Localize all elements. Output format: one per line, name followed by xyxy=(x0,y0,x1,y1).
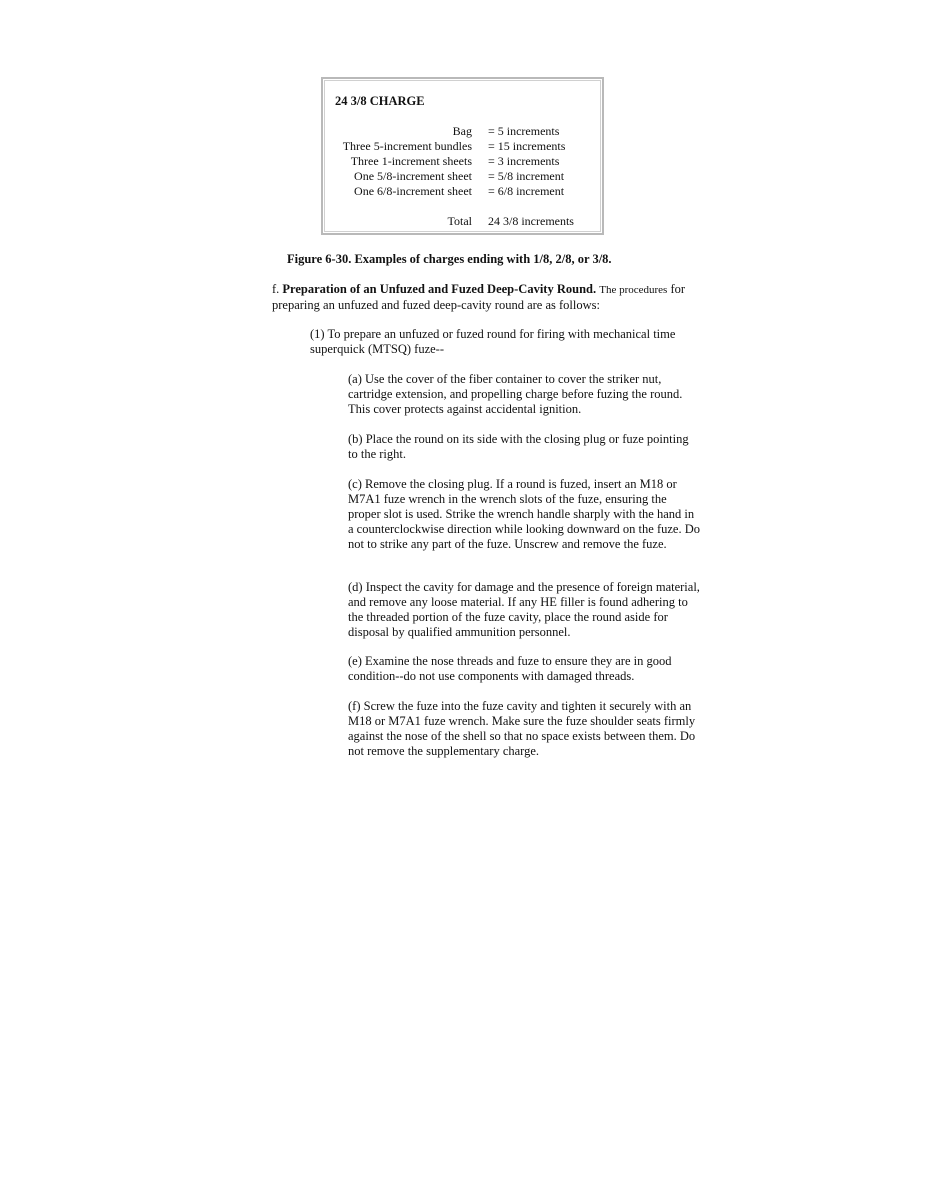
substep-text: (d) Inspect the cavity for damage and the presence of foreign material, and remove any loose material. If any HE filler is found adhering to the threaded portion of the fuze cavity, place the round aside for disposal by qualified ammunition personnel. xyxy=(348,580,700,639)
charge-total-value: 24 3/8 increments xyxy=(488,214,574,228)
substep-text: (c) Remove the closing plug. If a round is fuzed, insert an M18 or M7A1 fuze wrench in the wrench slots of the fuze, ensuring the proper slot is used. Strike the wrench handle sharply with the hand in a counterclockwise direction while looking downward on the fuze. Do not to strike any part of the fuze. Unscrew and remove the fuze. xyxy=(348,477,700,551)
charge-label: Bag xyxy=(452,124,472,138)
charge-total-label: Total xyxy=(447,214,472,228)
section-marker: f. xyxy=(272,282,280,296)
charge-row xyxy=(323,169,602,184)
charge-value: = 3 increments xyxy=(488,154,560,168)
substep-d xyxy=(348,580,700,640)
charge-label: One 5/8-increment sheet xyxy=(354,169,472,183)
step-1 xyxy=(310,327,700,357)
substep-text: (a) Use the cover of the fiber container to cover the striker nut, cartridge extension, and propelling charge before fuzing the round. This cover protects against accidental ignition. xyxy=(348,372,683,416)
charge-row xyxy=(323,154,602,169)
charge-value: = 5 increments xyxy=(488,124,560,138)
charge-table-box xyxy=(321,77,604,235)
section-intro-start: The procedures xyxy=(599,284,668,296)
substep-b xyxy=(348,432,700,462)
substep-e xyxy=(348,654,700,684)
charge-value: = 5/8 increment xyxy=(488,169,565,183)
step-1-text: (1) To prepare an unfuzed or fuzed round for firing with mechanical time superquick (MTSQ) fuze-- xyxy=(310,327,676,356)
substep-text: (f) Screw the fuze into the fuze cavity and tighten it securely with an M18 or M7A1 fuze wrench. Make sure the fuze shoulder seats firmly against the nose of the shell so that no space exists between them. Do not remove the supplementary charge. xyxy=(348,699,696,758)
substep-c xyxy=(348,477,700,552)
section-f-paragraph xyxy=(272,282,702,313)
substep-text: (b) Place the round on its side with the closing plug or fuze pointing to the right. xyxy=(348,432,689,461)
substep-a xyxy=(348,372,700,417)
charge-label: Three 5-increment bundles xyxy=(342,139,472,153)
charge-row xyxy=(323,184,602,199)
charge-title: 24 3/8 CHARGE xyxy=(335,94,425,108)
charge-table xyxy=(323,124,602,229)
section-heading: Preparation of an Unfuzed and Fuzed Deep-Cavity Round. xyxy=(282,282,597,296)
figure-caption: Figure 6-30. Examples of charges ending with 1/8, 2/8, or 3/8. xyxy=(287,252,612,266)
section-intro-rest: for preparing an unfuzed and fuzed deep-cavity round are as follows: xyxy=(272,282,686,312)
charge-row xyxy=(323,139,602,154)
charge-label: One 6/8-increment sheet xyxy=(354,184,472,198)
charge-total-row xyxy=(323,214,602,229)
substep-text: (e) Examine the nose threads and fuze to ensure they are in good condition--do not use components with damaged threads. xyxy=(348,654,672,683)
charge-label: Three 1-increment sheets xyxy=(350,154,472,168)
charge-value: = 15 increments xyxy=(488,139,566,153)
charge-value: = 6/8 increment xyxy=(488,184,565,198)
charge-row xyxy=(323,124,602,139)
substep-f xyxy=(348,699,700,759)
